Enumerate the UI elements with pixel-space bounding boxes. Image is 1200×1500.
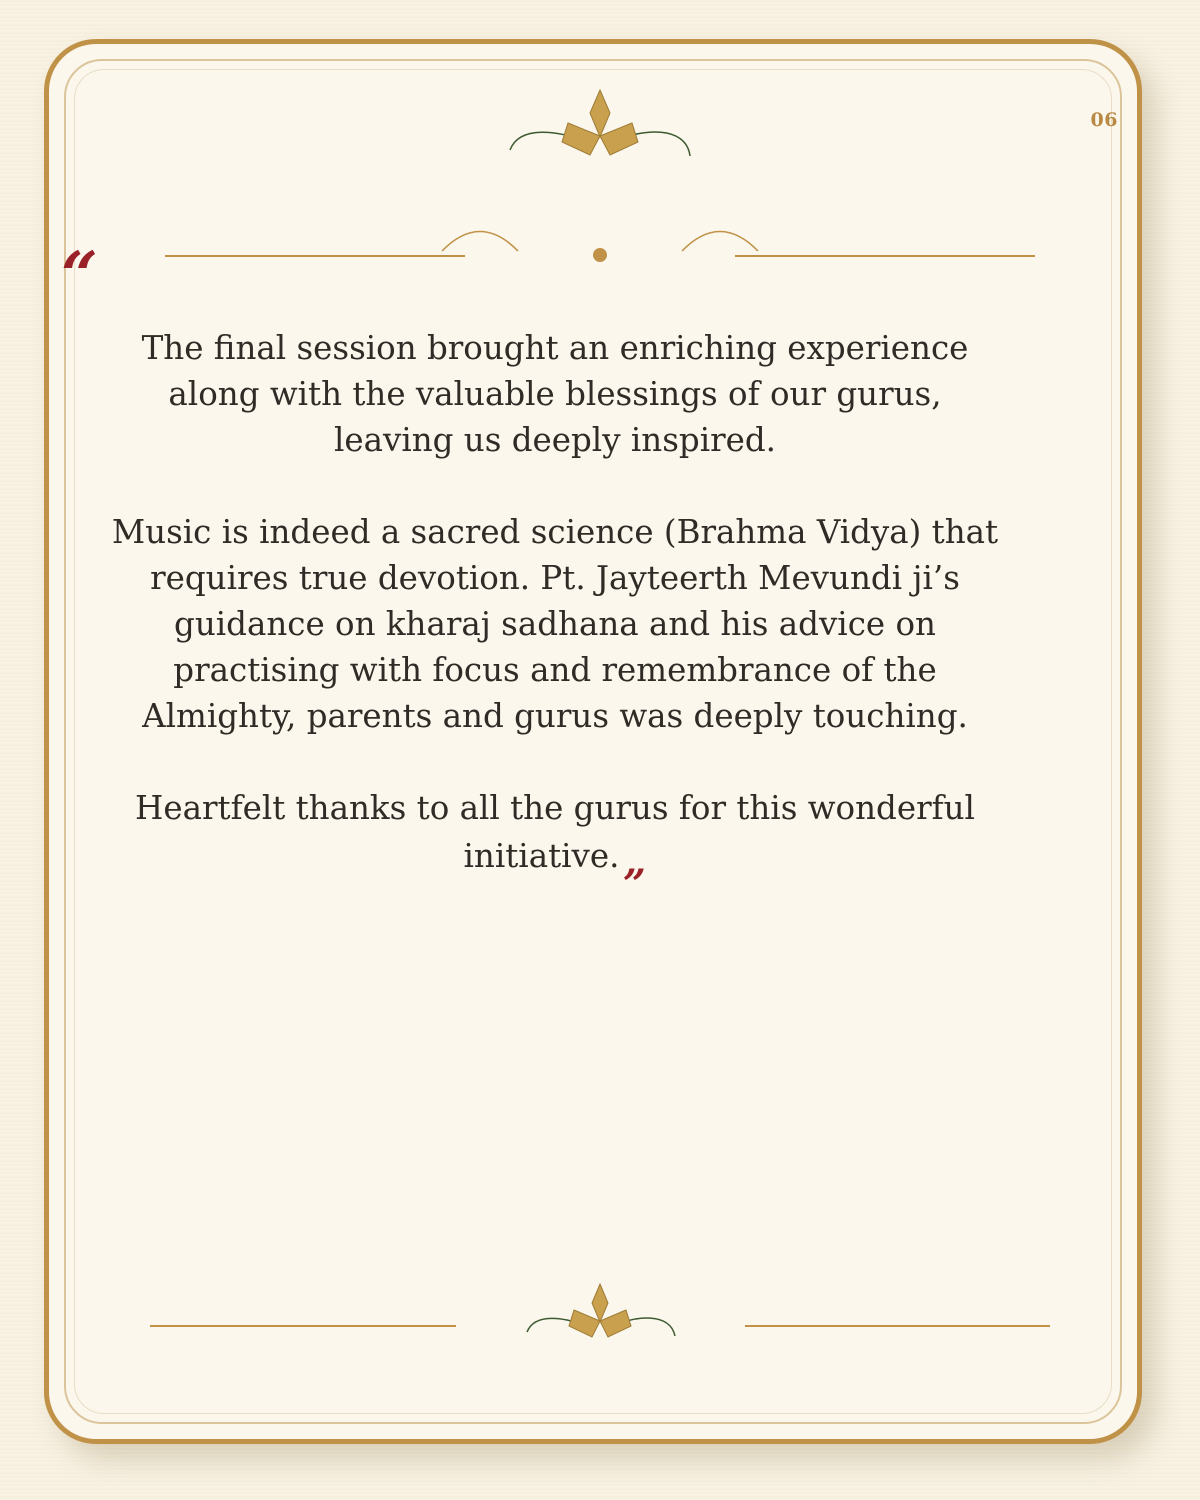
page-number: 06	[1090, 109, 1118, 131]
quote-paragraph-3-text: Heartfelt thanks to all the gurus for this wonderful initiative.	[135, 789, 975, 875]
closing-quote-mark: „	[623, 838, 647, 885]
bottom-lotus-flourish-icon	[527, 1284, 675, 1337]
testimonial-quote	[110, 325, 1000, 925]
top-lotus-flourish-icon	[510, 90, 690, 156]
quote-paragraph-1: The final session brought an enriching experience along with the valuable blessings of our gurus, leaving us deeply inspired.	[141, 329, 969, 459]
quote-paragraph-3	[110, 785, 1000, 885]
quote-paragraph-2: Music is indeed a sacred science (Brahma Vidya) that requires true devotion. Pt. Jayteerth Mevundi ji’s guidance on kharaj sadhana and his advice on practising with focus and remembrance of the Almighty, parents and gurus was deeply touching.	[111, 513, 999, 735]
top-scroll-divider	[165, 232, 1035, 263]
opening-quote-mark: “	[61, 238, 98, 313]
